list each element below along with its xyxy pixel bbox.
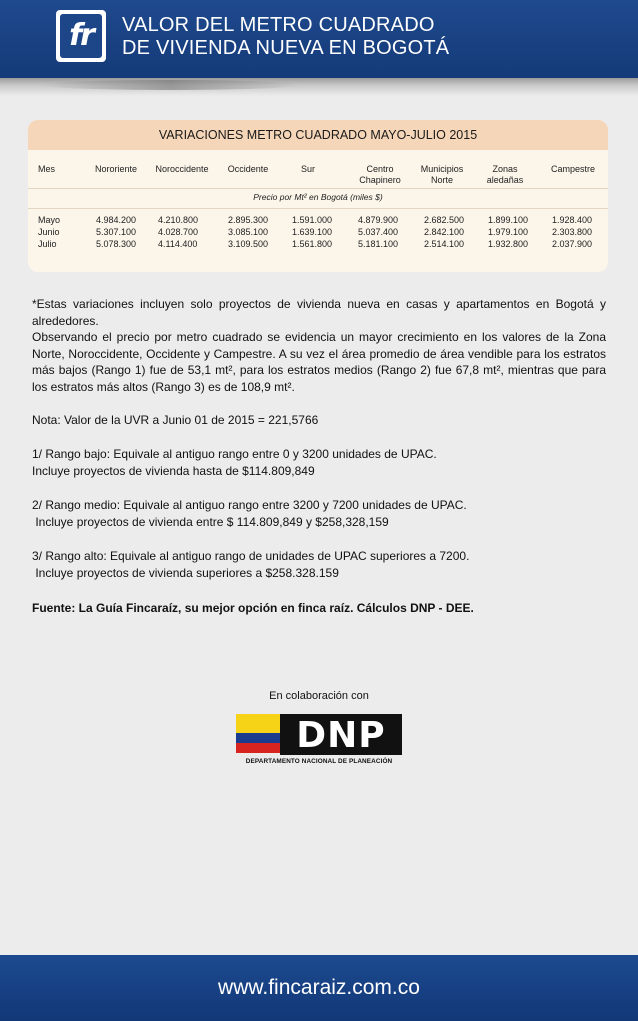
decorative-smear: [40, 80, 300, 90]
table-cell: 1.899.100: [488, 215, 529, 225]
colombia-flag-red: [236, 743, 280, 753]
table-cell: 2.303.800: [552, 227, 593, 237]
row-month-label: Junio: [38, 227, 60, 237]
column-header: [544, 164, 602, 175]
price-table: [28, 120, 608, 272]
table-cell: 5.078.300: [96, 239, 137, 249]
column-header-line1: Sur: [300, 164, 315, 174]
page-title-line1: VALOR DEL METRO CUADRADO: [122, 14, 435, 36]
fincaraiz-logo[interactable]: [56, 10, 106, 62]
fuente: Fuente: La Guía Fincaraíz, su mejor opción en finca raíz. Cálculos DNP - DEE.: [32, 601, 474, 615]
column-header: [88, 164, 144, 175]
row-month-label: Julio: [38, 239, 57, 249]
column-header-line2: Chapinero: [359, 175, 401, 185]
column-header: [416, 164, 468, 186]
table-caption: Precio por Mt² en Bogotá (miles $): [253, 192, 383, 202]
footer-url-link[interactable]: www.fincaraiz.com.co: [218, 976, 420, 999]
table-cell: 4.879.900: [358, 215, 399, 225]
table-cell: 5.037.400: [358, 227, 399, 237]
column-header: [220, 164, 276, 175]
table-cell: 4.028.700: [158, 227, 199, 237]
table-divider: [28, 208, 608, 209]
column-header: [284, 164, 332, 175]
column-header-line1: Zonas: [492, 164, 518, 174]
table-cell: 5.307.100: [96, 227, 137, 237]
rango-bajo-line1: 1/ Rango bajo: Equivale al antiguo rango entre 0 y 3200 unidades de UPAC.: [32, 447, 437, 461]
table-divider: [28, 188, 608, 189]
colombia-flag-blue: [236, 733, 280, 743]
page-title-line2: DE VIVIENDA NUEVA EN BOGOTÁ: [122, 37, 450, 59]
rango-alto-line2: Incluye proyectos de vivienda superiores a $258.328.159: [32, 566, 339, 580]
rango-bajo-line2: Incluye proyectos de vivienda hasta de $114.809,849: [32, 464, 315, 478]
row-month-label: Mayo: [38, 215, 61, 225]
column-header-line1: Noroccidente: [155, 164, 209, 174]
column-header: [38, 164, 78, 175]
rango-medio-line1: 2/ Rango medio: Equivale al antiguo rango entre 3200 y 7200 unidades de UPAC.: [32, 498, 467, 512]
table-cell: 2.037.900: [552, 239, 593, 249]
column-header-line1: Municipios: [420, 164, 464, 174]
column-header-line1: Campestre: [550, 164, 595, 174]
table-cell: 4.210.800: [158, 215, 199, 225]
column-header-line2: aledañas: [486, 175, 524, 185]
table-cell: 1.979.100: [488, 227, 529, 237]
dnp-logo-text: DNP: [280, 714, 402, 755]
rango-medio-line2: Incluye proyectos de vivienda entre $ 114.809,849 y $258,328,159: [32, 515, 389, 529]
table-cell: 2.682.500: [424, 215, 465, 225]
dnp-logo[interactable]: [236, 714, 402, 770]
table-cell: 2.895.300: [228, 215, 269, 225]
table-cell: 5.181.100: [358, 239, 399, 249]
table-cell: 3.085.100: [228, 227, 269, 237]
column-header-line1: Mes: [38, 164, 56, 174]
paragraph-observaciones: Observando el precio por metro cuadrado se evidencia un mayor crecimiento en los valores de la Zona Norte, Noroccidente, Occidente y Campestre. A su vez el área promedio de área vendible para los estratos más bajos (Rango 1) fue de 53,1 mt², para los estratos medios (Rango 2) fue 67,8 mt², mientras que para los estratos más altos (Rango 3) es de 108,9 mt².: [32, 330, 606, 394]
table-title: VARIACIONES METRO CUADRADO MAYO-JULIO 2015: [28, 120, 608, 150]
table-cell: 1.561.800: [292, 239, 333, 249]
column-header-line1: Occidente: [227, 164, 269, 174]
column-header-line2: Norte: [430, 175, 453, 185]
fincaraiz-logo-text: fr: [60, 14, 102, 58]
header-banner: [0, 0, 638, 78]
collab-label: En colaboración con: [269, 690, 369, 702]
note-variaciones: *Estas variaciones incluyen solo proyectos de vivienda nueva en casas y apartamentos en Bogotá y alrededores.: [32, 297, 606, 328]
table-cell: 2.514.100: [424, 239, 465, 249]
nota-uvr: Nota: Valor de la UVR a Junio 01 de 2015 = 221,5766: [32, 413, 319, 427]
footer-banner: [0, 955, 638, 1021]
rango-alto-line1: 3/ Rango alto: Equivale al antiguo rango de unidades de UPAC superiores a 7200.: [32, 549, 470, 563]
column-header: [350, 164, 410, 186]
table-cell: 3.109.500: [228, 239, 269, 249]
colombia-flag-yellow: [236, 714, 280, 733]
table-cell: 1.928.400: [552, 215, 593, 225]
table-cell: 1.639.100: [292, 227, 333, 237]
table-cell: 1.591.000: [292, 215, 333, 225]
table-cell: 4.114.400: [158, 239, 198, 249]
page-title: [122, 14, 449, 60]
dnp-logo-subtitle: DEPARTAMENTO NACIONAL DE PLANEACIÓN: [245, 758, 393, 765]
table-cell: 4.984.200: [96, 215, 137, 225]
column-header-line1: Nororiente: [94, 164, 138, 174]
table-cell: 2.842.100: [424, 227, 465, 237]
column-header: [150, 164, 214, 175]
column-header-line1: Centro: [366, 164, 394, 174]
table-cell: 1.932.800: [488, 239, 529, 249]
column-header: [480, 164, 530, 186]
